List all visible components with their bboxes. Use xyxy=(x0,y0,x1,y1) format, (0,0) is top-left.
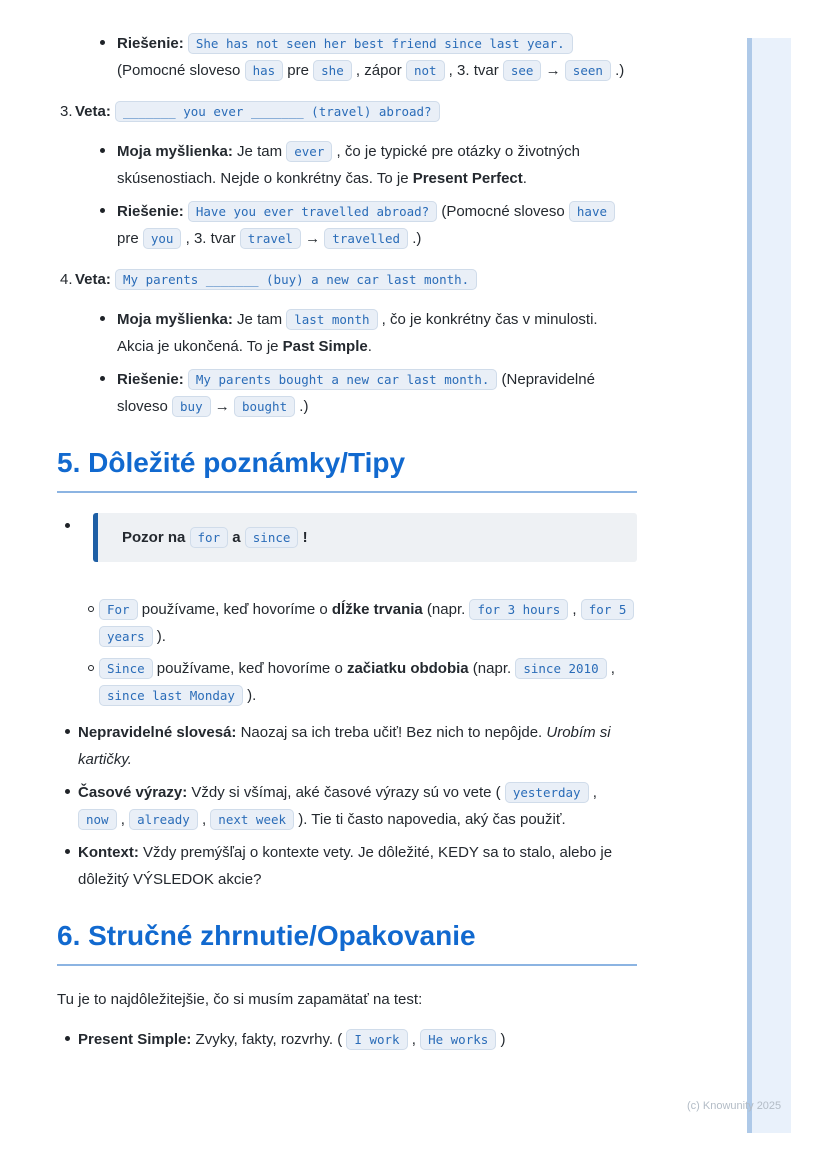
list-item-content xyxy=(117,198,637,252)
disc-bullet-icon xyxy=(65,513,93,562)
text-segment: Kontext: xyxy=(78,844,139,861)
text-segment: , xyxy=(197,811,211,828)
text-segment: ) xyxy=(496,1031,506,1048)
bullet-list xyxy=(57,1026,637,1053)
bullet-list xyxy=(57,30,637,84)
disc-bullet-icon xyxy=(100,306,117,360)
text-segment: pre xyxy=(283,62,314,79)
text-segment: Nepravidelné slovesá: xyxy=(78,724,237,741)
text-segment: Present Perfect xyxy=(412,170,523,187)
disc-bullet-icon xyxy=(65,1026,78,1053)
paragraph xyxy=(57,986,637,1013)
list-item-content xyxy=(99,596,637,650)
text-segment: Zvyky, fakty, rozvrhy. ( xyxy=(191,1031,347,1048)
text-segment: začiatku obdobia xyxy=(346,660,469,677)
text-segment: Je tam xyxy=(232,143,287,160)
text-segment: ). xyxy=(242,687,257,704)
inline-code: yesterday xyxy=(505,782,589,803)
text-segment: , xyxy=(606,660,615,677)
text-segment: Tu je to najdôležitejšie, čo si musím zapamätať na test: xyxy=(57,991,423,1008)
list-item xyxy=(57,366,637,420)
text-segment: (napr. xyxy=(468,660,516,677)
text-segment: .) xyxy=(610,62,625,79)
text-segment: Riešenie: xyxy=(117,35,184,52)
text-segment: Past Simple xyxy=(282,338,368,355)
disc-bullet-icon xyxy=(65,719,78,773)
document-content xyxy=(57,30,637,1067)
inline-code: seen xyxy=(565,60,611,81)
list-item-content xyxy=(117,30,637,84)
text-segment: Vždy si všímaj, aké časové výrazy sú vo vete ( xyxy=(187,784,505,801)
text-segment: používame, keď hovoríme o xyxy=(137,601,332,618)
text-segment: .) xyxy=(408,230,422,247)
list-item xyxy=(57,655,637,709)
text-segment: používame, keď hovoríme o xyxy=(152,660,347,677)
inline-code: has xyxy=(245,60,284,81)
list-item xyxy=(57,198,637,252)
callout-quote xyxy=(93,513,637,562)
text-segment: Moja myšlienka: xyxy=(117,311,233,328)
inline-code: My parents bought a new car last month. xyxy=(188,369,498,390)
bullet-list xyxy=(57,306,637,420)
list-item-content xyxy=(117,138,637,192)
text-segment: ). xyxy=(152,628,166,645)
inline-code: now xyxy=(78,809,117,830)
inline-code: for 5 years xyxy=(99,599,634,647)
circle-bullet-icon xyxy=(88,596,99,650)
list-item-content xyxy=(117,306,637,360)
text-segment: , xyxy=(116,811,130,828)
inline-code: Since xyxy=(99,658,153,679)
text-segment: (napr. xyxy=(422,601,470,618)
list-item-content xyxy=(78,779,637,833)
circle-bullet-icon xyxy=(88,655,99,709)
inline-code: bought xyxy=(234,396,295,417)
inline-code: you xyxy=(143,228,182,249)
text-segment: Present Simple: xyxy=(78,1031,192,1048)
list-item xyxy=(57,1026,637,1053)
list-item-content xyxy=(99,655,637,709)
text-segment: . xyxy=(522,170,527,187)
inline-code: see xyxy=(503,60,542,81)
list-item xyxy=(57,719,637,773)
text-segment: (Pomocné sloveso xyxy=(117,62,245,79)
list-item-content xyxy=(78,839,637,893)
text-segment: . xyxy=(367,338,372,355)
text-segment: Riešenie: xyxy=(117,371,184,388)
numbered-list-item xyxy=(57,266,637,293)
numbered-list-item xyxy=(57,98,637,125)
text-segment: , xyxy=(407,1031,421,1048)
disc-bullet-icon xyxy=(65,779,78,833)
text-segment: Je tam xyxy=(232,311,287,328)
text-segment: → xyxy=(541,62,565,79)
inline-code: she xyxy=(313,60,352,81)
list-item xyxy=(57,596,637,650)
list-item xyxy=(57,138,637,192)
inline-code: already xyxy=(129,809,198,830)
disc-bullet-icon xyxy=(65,839,78,893)
footer-copyright: (c) Knowunity 2025 xyxy=(687,1100,782,1112)
text-segment: Veta: xyxy=(75,271,111,288)
inline-code: have xyxy=(569,201,615,222)
text-segment: Vždy premýšľaj o kontexte vety. Je dôležité, KEDY sa to stalo, alebo je dôležitý VÝSLEDOK akcie? xyxy=(78,844,613,888)
text-segment: dĺžke trvania xyxy=(331,601,423,618)
disc-bullet-icon xyxy=(100,198,117,252)
text-segment: Časové výrazy: xyxy=(78,784,188,801)
bullet-list xyxy=(57,138,637,252)
inline-code: She has not seen her best friend since last year. xyxy=(188,33,573,54)
inline-code: For xyxy=(99,599,138,620)
text-segment: , zápor xyxy=(351,62,406,79)
inline-code: Have you ever travelled abroad? xyxy=(188,201,437,222)
inline-code: ever xyxy=(286,141,332,162)
text-segment: , čo je typické pre otázky o životných skúsenostiach. Nejde o konkrétny čas. To je xyxy=(117,143,580,187)
inline-code: _______ you ever _______ (travel) abroad? xyxy=(115,101,440,122)
inline-code: travel xyxy=(240,228,301,249)
text-segment: , xyxy=(588,784,597,801)
inline-code: since xyxy=(245,527,299,548)
list-item xyxy=(57,839,637,893)
inline-code: I work xyxy=(346,1029,407,1050)
list-item-content xyxy=(75,98,637,125)
text-segment: pre xyxy=(117,230,143,247)
scrollbar-track[interactable] xyxy=(752,38,791,1133)
list-item-content xyxy=(117,366,637,420)
text-segment: (Nepravidelné sloveso xyxy=(117,371,595,415)
section-heading: 5. Dôležité poznámky/Tipy xyxy=(57,446,637,493)
text-segment: → xyxy=(210,398,234,415)
text-segment: Urobím si kartičky. xyxy=(78,724,611,768)
inline-code: since 2010 xyxy=(515,658,606,679)
text-segment: Riešenie: xyxy=(117,203,184,220)
inline-code: for 3 hours xyxy=(469,599,568,620)
inline-code: My parents _______ (buy) a new car last month. xyxy=(115,269,477,290)
disc-bullet-icon xyxy=(100,138,117,192)
text-segment: Pozor na xyxy=(122,529,186,546)
text-segment: Moja myšlienka: xyxy=(117,143,233,160)
list-item xyxy=(57,779,637,833)
text-segment: .) xyxy=(295,398,309,415)
text-segment: , čo je konkrétny čas v minulosti. Akcia je ukončená. To je xyxy=(117,311,598,355)
disc-bullet-icon xyxy=(100,30,117,84)
inline-code: next week xyxy=(210,809,294,830)
text-segment: ! xyxy=(302,529,308,546)
text-segment: (Pomocné sloveso xyxy=(437,203,569,220)
bullet-list xyxy=(57,719,637,893)
section-heading: 6. Stručné zhrnutie/Opakovanie xyxy=(57,919,637,966)
inline-code: not xyxy=(406,60,445,81)
text-segment: Naozaj sa ich treba učiť! Bez nich to nepôjde. xyxy=(236,724,547,741)
inline-code: for xyxy=(190,527,229,548)
text-segment: Veta: xyxy=(75,103,111,120)
list-number: 3. xyxy=(60,103,73,120)
list-item-content xyxy=(78,719,637,773)
list-item-content xyxy=(75,266,637,293)
list-number: 4. xyxy=(60,271,73,288)
inline-code: He works xyxy=(420,1029,496,1050)
text-segment: ). Tie ti často napovedia, aký čas použiť. xyxy=(294,811,566,828)
text-segment: a xyxy=(232,529,241,546)
quote-list-item xyxy=(57,513,637,562)
text-segment: → xyxy=(300,230,325,247)
text-segment: , 3. tvar xyxy=(444,62,503,79)
inline-code: last month xyxy=(286,309,377,330)
inline-code: since last Monday xyxy=(99,685,243,706)
text-segment xyxy=(185,529,189,546)
list-item xyxy=(57,306,637,360)
bullet-list xyxy=(57,596,637,709)
text-segment: , 3. tvar xyxy=(181,230,240,247)
inline-code: travelled xyxy=(324,228,408,249)
inline-code: buy xyxy=(172,396,211,417)
text-segment: , xyxy=(568,601,581,618)
disc-bullet-icon xyxy=(100,366,117,420)
list-item xyxy=(57,30,637,84)
list-item-content xyxy=(78,1026,637,1053)
